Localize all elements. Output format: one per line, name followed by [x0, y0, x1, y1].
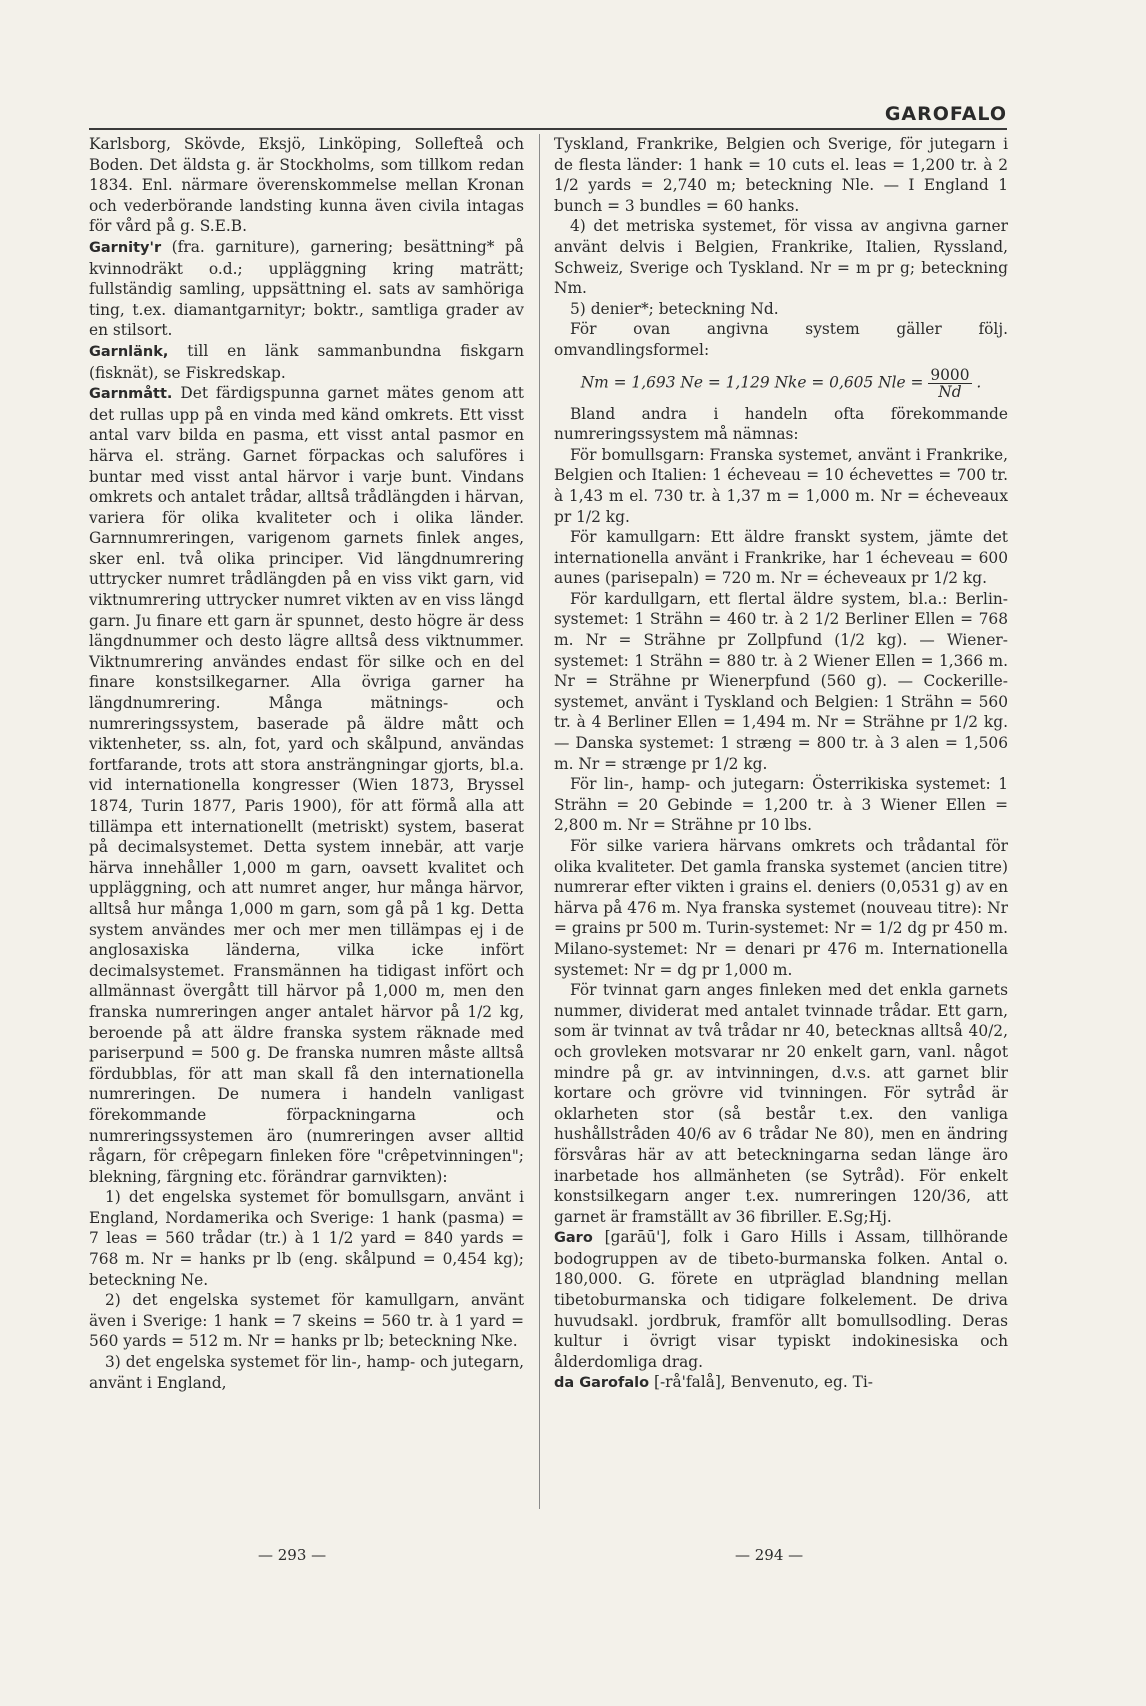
formula-end: .	[976, 373, 982, 392]
entry-headword: Garnmått.	[89, 386, 173, 403]
entry-headword: Garnity'r	[89, 239, 162, 256]
paragraph-text: till en länk sammanbundna fiskgarn (fisknät), se Fiskredskap.	[89, 341, 524, 382]
formula-numerator: 9000	[930, 365, 970, 384]
paragraph	[554, 299, 1008, 320]
formula-fraction	[928, 367, 971, 400]
paragraph	[554, 134, 1008, 216]
running-head: GAROFALO	[884, 103, 1007, 125]
paragraph	[554, 980, 1008, 1227]
paragraph-text: För kamullgarn: Ett äldre franskt system, jämte det internationella använt i Frankrike, har 1 écheveau = 600 aunes (parisераln) = 720 m. Nr = écheveaux pr 1/2 kg.	[554, 528, 1008, 588]
paragraph-text: 5) denier*; beteckning Nd.	[570, 299, 779, 318]
right-column	[554, 134, 1008, 1394]
paragraph	[89, 383, 524, 1187]
paragraph-text: För lin-, hamp- och jutegarn: Österrikiska systemet: 1 Strähn = 20 Gebinde = 1,200 tr. à 3 Wiener Ellen = 2,800 m. Nr = Strähne pr 10 lbs.	[554, 775, 1008, 835]
paragraph	[554, 527, 1008, 589]
paragraph-text: 3) det engelska systemet för lin-, hamp- och jutegarn, använt i England,	[89, 1353, 524, 1392]
left-column	[89, 134, 524, 1393]
paragraph-text: För ovan angivna system gäller följ. omvandlingsformel:	[554, 320, 1008, 359]
paragraph	[89, 237, 524, 341]
paragraph	[554, 1227, 1008, 1372]
entry-headword: da Garofalo	[554, 1375, 650, 1392]
header-rule	[89, 128, 1007, 130]
paragraph	[89, 1187, 524, 1290]
paragraph-text: För bomullsgarn: Franska systemet, använt i Frankrike, Belgien och Italien: 1 écheveau = 10 échevettes = 700 tr. à 1,43 m el. 730 tr. à 1,37 m = 1,000 m. Nr = écheveaux pr 1/2 kg.	[554, 445, 1008, 526]
formula-denominator: Nd	[938, 382, 962, 401]
paragraph	[89, 1352, 524, 1393]
paragraph	[554, 589, 1008, 774]
paragraph	[89, 134, 524, 237]
entry-headword: Garo	[554, 1230, 593, 1247]
page-number-right: — 294 —	[735, 1546, 804, 1564]
paragraph	[554, 404, 1008, 445]
conversion-formula	[554, 367, 1008, 400]
paragraph	[554, 445, 1008, 527]
paragraph-text: [-rå'falå], Benvenuto, eg. Ti-	[649, 1373, 873, 1392]
entry-headword: Garnlänk,	[89, 343, 169, 360]
paragraph-text: 1) det engelska systemet för bomullsgarn, använt i England, Nordamerika och Sverige: 1 hank (pasma) = 7 leas = 560 trådar (tr.) à 1 1/2 yard = 840 yards = 768 m. Nr = hanks pr lb (eng. skålpund = 0,454 kg); beteckning Ne.	[89, 1188, 524, 1289]
paragraph-text: Bland andra i handeln ofta förekommande numreringssystem må nämnas:	[554, 404, 1008, 444]
paragraph	[554, 1372, 1008, 1394]
paragraph-text: För tvinnat garn anges finleken med det enkla garnets nummer, dividerat med antalet tvinnade trådar. Ett garn, som är tvinnat av två trådar nr 40, betecknas alltså 40/2, och grovleken motsvarar nr 20 enkelt garn, vanl. något mindre på gr. av intvinningen, d.v.s. att garnet blir kortare och grövre vid tvinningen. För sytråd är oklarheten stor (så består t.ex. den vanliga hushållstråden 40/6 av 6 trådar Ne 80), men en ändring försvåras här av att beteckningarna sedan länge äro inarbetade hos allmänheten (se Sytråd). För enkelt konstsilkegarn anger t.ex. numreringen 120/36, att garnet är framställt av 36 fibriller. E.Sg;Hj.	[554, 981, 1008, 1226]
paragraph-text: [garāū'], folk i Garo Hills i Assam, tillhörande bodogruppen av de tibeto-burmanska folken. Antal o. 180,000. G. förete en utpräglad blandning mellan tibetoburmanska och tidigare folkelement. De driva huvudsakl. jordbruk, framför allt bomullsodling. Deras kultur i övrigt visar typiskt indokinesiska och ålderdomliga drag.	[554, 1228, 1008, 1371]
page-number-left: — 293 —	[258, 1546, 327, 1564]
paragraph-text: Det färdigspunna garnet mätes genom att det rullas upp på en vinda med känd omkrets. Ett visst antal varv bilda en pasma, ett visst antal pasmor en härva el. sträng. Garnet förpackas och saluföres i buntar med visst antal härvor i varje bunt. Vindans omkrets och antalet trådar, alltså trådlängden i härvan, variera för olika kvaliteter och i olika länder. Garnnumreringen, varigenom garnets finlek anges, sker enl. två olika principer. Vid längdnumrering uttrycker numret trådlängden på en viss vikt garn, vid viktnumrering uttrycker numret vikten av en viss längd garn. Ju finare ett garn är spunnet, desto högre är dess längdnummer och desto lägre alltså dess viktnummer. Viktnumrering användes endast för silke och en del finare konstsilkegarner. Alla övriga garner ha längdnumrering. Många mätnings- och numreringssystem, baserade på äldre mått och viktenheter, ss. aln, fot, yard och skålpund, användas fortfarande, trots att stora ansträngningar gjorts, bl.a. vid internationella kongresser (Wien 1873, Bryssel 1874, Turin 1877, Paris 1900), för att förmå alla att tillämpa ett internationellt (metriskt) system, baserat på decimalsystemet. Detta system innebär, att varje härva innehåller 1,000 m garn, oavsett kvalitet och uppläggning, och att numret anger, hur många härvor, alltså hur många 1,000 m garn, som gå på 1 kg. Detta system användes mer och mer men tillämpas ej i de anglosaxiska länderna, vilka icke infört decimalsystemet. Fransmännen ha tidigast infört och allmännast övergått till härvor på 1,000 m, men den franska numreringen anger antalet härvor på 1/2 kg, beroende på att äldre franska system räknade med pariserpund = 500 g. De franska numren måste alltså fördubblas, för att man skall få den internationella numreringen. De numera i handeln vanligast förekommande förpackningarna och numreringssystemen äro (numreringen avser alltid rågarn, för crêpegarn finleken före "crêpetvinningen"; blekning, färgning etc. förändrar garnvikten):	[89, 384, 524, 1186]
paragraph-text: 4) det metriska systemet, för vissa av angivna garner använt delvis i Belgien, Frankrike, Italien, Ryssland, Schweiz, Sverige och Tyskland. Nr = m pr g; beteckning Nm.	[554, 217, 1008, 298]
paragraph	[554, 319, 1008, 360]
paragraph-text: Tyskland, Frankrike, Belgien och Sverige, för jutegarn i de flesta länder: 1 hank = 10 cuts el. leas = 1,200 tr. à 2 1/2 yards = 2,740 m; beteckning Nle. — I England 1 bunch = 3 bundles = 60 hanks.	[554, 135, 1008, 215]
paragraph-text: Karlsborg, Skövde, Eksjö, Linköping, Sollefteå och Boden. Det äldsta g. är Stockholms, som tillkom redan 1834. Enl. närmare överenskommelse mellan Kronan och vederbörande landsting kunna även civila intagas för vård på g. S.E.B.	[89, 135, 524, 236]
paragraph	[89, 341, 524, 383]
formula-left: Nm = 1,693 Ne = 1,129 Nke = 0,605 Nle =	[580, 373, 924, 392]
paragraph-text: För silke variera härvans omkrets och trådantal för olika kvaliteter. Det gamla franska systemet (ancien titre) numrerar efter vikten i grains el. deniers (0,0531 g) av en härva på 476 m. Nya franska systemet (nouveau titre): Nr = grains pr 500 m. Turin-systemet: Nr = 1/2 dg pr 450 m. Milano-systemet: Nr = denari pr 476 m. Internationella systemet: Nr = dg pr 1,000 m.	[554, 837, 1008, 979]
column-divider	[539, 134, 540, 1509]
paragraph-text: För kardullgarn, ett flertal äldre system, bl.a.: Berlin-systemet: 1 Strähn = 460 tr. à 2 1/2 Berliner Ellen = 768 m. Nr = Strähne pr Zollpfund (1/2 kg). — Wiener-systemet: 1 Strähn = 880 tr. à 2 Wiener Ellen = 1,366 m. Nr = Strähne pr Wienerpfund (560 g). — Cockerille-systemet, använt i Tyskland och Belgien: 1 Strähn = 560 tr. à 4 Berliner Ellen = 1,494 m. Nr = Strähne pr 1/2 kg. — Danska systemet: 1 stræng = 800 tr. à 3 alen = 1,506 m. Nr = strænge pr 1/2 kg.	[554, 589, 1008, 773]
paragraph	[554, 774, 1008, 836]
paragraph-text: (fra. garniture), garnering; besättning* på kvinnodräkt o.d.; uppläggning kring maträtt; fullständig samling, uppsättning el. sats av samhöriga ting, t.ex. diamantgarnityr; boktr., samtliga grader av en stilsort.	[89, 237, 524, 340]
paragraph	[554, 216, 1008, 298]
paragraph	[89, 1290, 524, 1352]
paragraph	[554, 836, 1008, 980]
paragraph-text: 2) det engelska systemet för kamullgarn, använt även i Sverige: 1 hank = 7 skeins = 560 tr. à 1 yard = 560 yards = 512 m. Nr = hanks pr lb; beteckning Nke.	[89, 1291, 524, 1351]
